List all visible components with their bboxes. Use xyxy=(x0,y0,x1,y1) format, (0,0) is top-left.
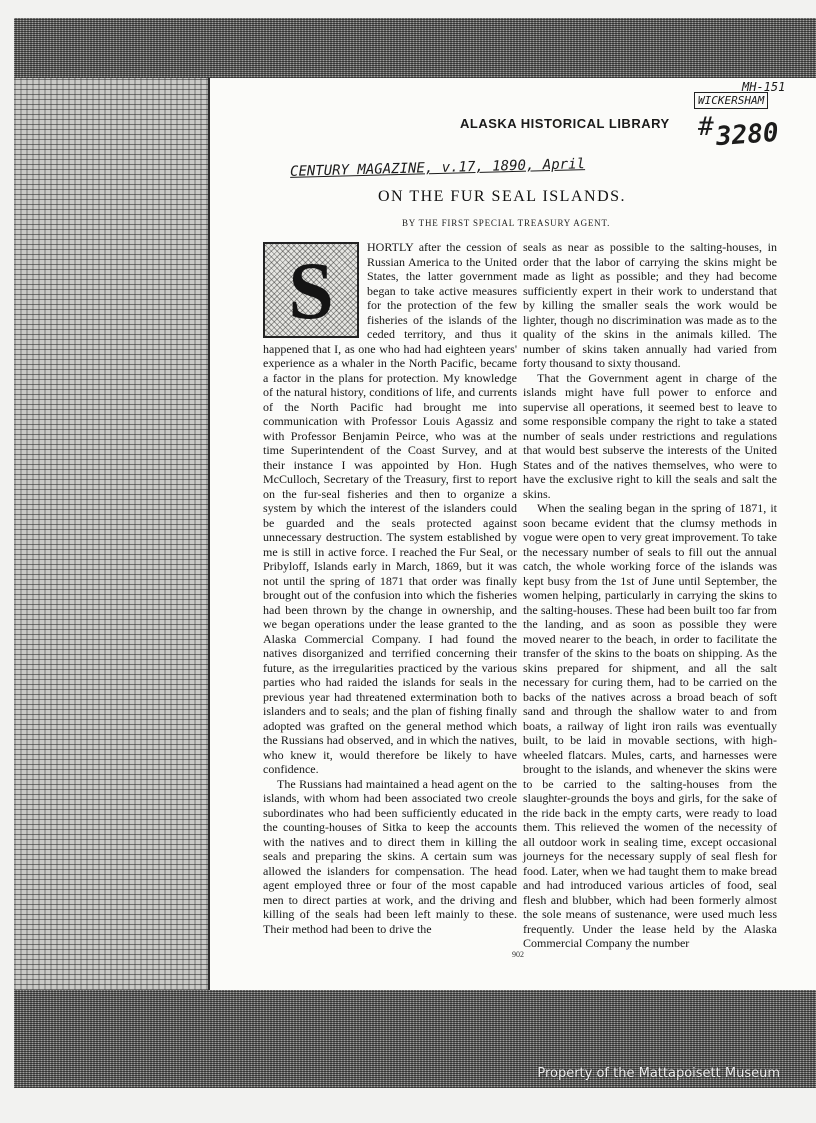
article-byline: BY THE FIRST SPECIAL TREASURY AGENT. xyxy=(402,218,611,228)
paragraph: seals as near as possible to the salting-houses, in order that the labor of carrying the skins might be made as light as possible; and they had become sufficiently expert in their work to understand that by killing the smaller seals the work would be lighter, though no discrimination was made as to the quality of the skins in the animals killed. The number of skins taken annually had varied from forty thousand to sixty thousand. xyxy=(523,240,777,370)
article-column-left xyxy=(263,240,517,940)
paragraph: The Russians had maintained a head agent on the islands, with whom had been associated two creole subordinates who had been sufficiently educated in the counting-houses of Sitka to keep the accounts with the natives and to direct them in killing the seals and preparing the skins. A certain sum was allowed the islanders for compensation. The head agent employed three or four of the most capable men to direct parties at work, and the driving and killing of the seals had been left mainly to these. Their method had been to drive the xyxy=(263,776,517,936)
drop-cap-ornament xyxy=(263,242,359,338)
page-number: 902 xyxy=(512,950,524,959)
article-title: ON THE FUR SEAL ISLANDS. xyxy=(378,188,627,205)
watermark: Property of the Mattapoisett Museum xyxy=(537,1066,780,1081)
handwritten-collection-label: WICKERSHAM xyxy=(694,92,768,109)
drop-cap-letter: S xyxy=(288,245,334,336)
bleed-through-area xyxy=(14,78,210,990)
article-column-right xyxy=(523,240,777,950)
paragraph: HORTLY after the cession of Russian America to the United States, the latter government began to take active measures for the protection of the few fisheries of the islands of the ceded territory, and thus it happened that I, as one who had had eighteen years' experience as a whaler in the North Pacific, became a factor in the plans for protection. My knowledge of the natural history, conditions of life, and currents of the North Pacific had brought me into communication with Professor Louis Agassiz and with Professor Benjamin Peirce, who was at the time Superintendent of the Coast Survey, and at their instance I was appointed by Hon. Hugh McCulloch, Secretary of the Treasury, first to report on the fur-seal fisheries and then to organize a system by which the interest of the islanders could be guarded and the seals protected against unnecessary destruction. The system established by me is still in active force. I reached the Fur Seal, or Pribyloff, Islands early in March, 1869, but it was not until the spring of 1871 that order was finally brought out of the confusion into which the fisheries had been thrown by the change in ownership, and we began operations under the lease granted to the Alaska Commercial Company. I had found the natives disorganized and terrified concerning their future, as the irregularities practiced by the various parties who had raided the islands for seals in the previous year had threatened extermination both to islanders and to seals; and the plan of fishing finally adopted was grafted on the general method which the Russians had observed, and in which the natives, who knew it, would therefore be likely to have confidence. xyxy=(263,240,517,776)
handwritten-hash: # xyxy=(698,112,714,142)
handwritten-mh-number: MH-151 xyxy=(742,80,786,94)
library-stamp: ALASKA HISTORICAL LIBRARY xyxy=(460,116,670,131)
paragraph: When the sealing began in the spring of 1871, it soon became evident that the clumsy methods in vogue were open to very great improvement. To take the necessary number of seals to fill out the annual catch, the whole working force of the islands was kept busy from the 1st of June until September, the women helping, particularly in carrying the skins to the salting-houses. These had been built too far from the landing, and as soon as possible they were moved nearer to the beach, in order to facilitate the transfer of the skins to the boats on shipping. As the skins prepared for shipment, and all the salt necessary for curing them, had to be carried on the backs of the natives across a broad beach of soft sand and through the shallow water to and from boats, a railway of light iron rails was eventually built, to be laid in movable sections, with high-wheeled flatcars. Mules, carts, and harnesses were brought to the islands, and whenever the skins were to be carried to the salting-houses from the slaughter-grounds the boys and girls, for the sake of the ride back in the empty carts, were ready to load them. This relieved the women of the necessity of all outdoor work in sealing time, except occasional journeys for the necessary supply of seal flesh for food. Later, when we had taught them to make bread and had introduced various articles of food, seal flesh and blubber, which had been formerly almost the sole means of sustenance, were used much less frequently. Under the lease held by the Alaska Commercial Company the number xyxy=(523,501,777,950)
paragraph: That the Government agent in charge of the islands might have full power to enforce and supervise all operations, it seemed best to leave to some responsible company the right to take a stated number of seals under restrictions and regulations that would best subserve the interests of the United States and of the natives themselves, who were to have the exclusive right to kill the seals and salt the skins. xyxy=(523,370,777,501)
handwritten-item-number: 3280 xyxy=(715,117,780,153)
handwritten-citation: CENTURY MAGAZINE, v.17, 1890, April xyxy=(289,156,586,180)
